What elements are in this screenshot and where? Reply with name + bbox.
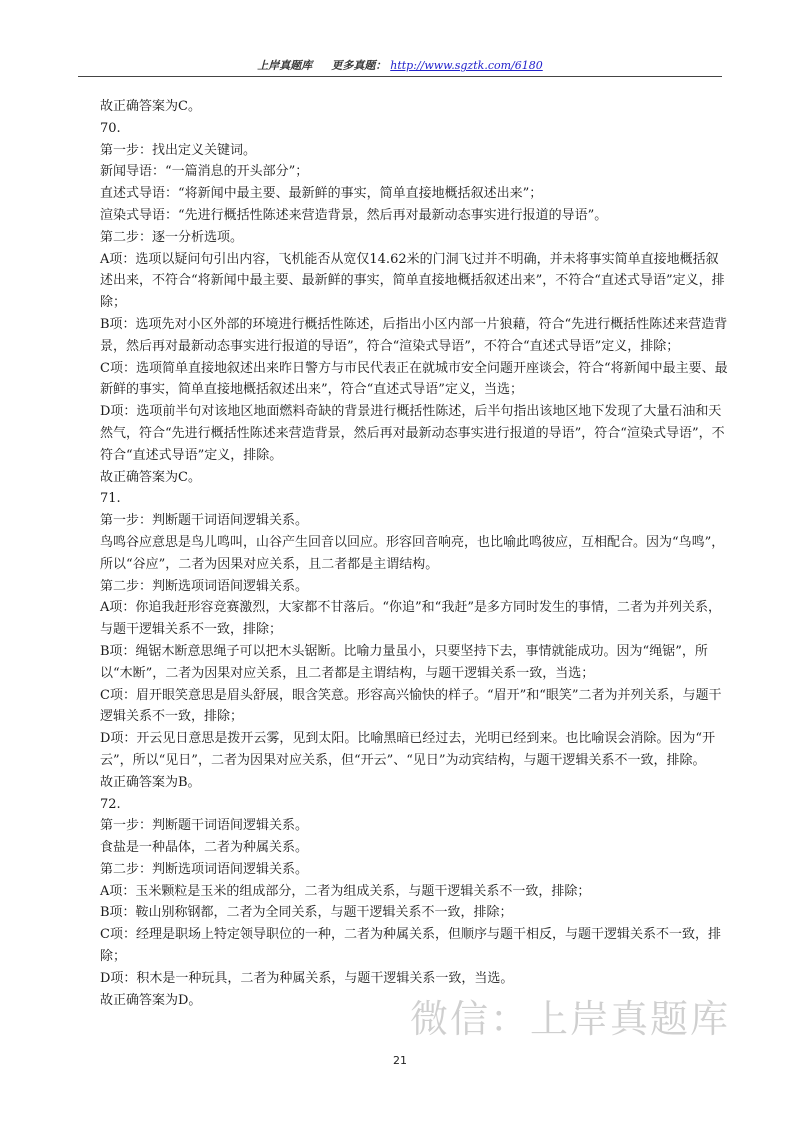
question-number: 70. bbox=[100, 120, 121, 136]
option-analysis: B项：鞍山别称钢都，二者为全同关系，与题干逻辑关系不一致，排除； bbox=[100, 905, 513, 921]
header-more-label: 更多真题： bbox=[331, 59, 387, 72]
explanation-line: 鸟鸣谷应意思是鸟儿鸣叫，山谷产生回音以回应。形容回音响亮，也比喻此鸣彼应，互相配合。因为“鸟鸣”，所以“谷应”，二者为因果对应关系，且二者都是主谓结构。 bbox=[100, 534, 725, 572]
option-analysis: B项：选项先对小区外部的环境进行概括性陈述，后指出小区内部一片狼藉，符合“先进行概括性陈述来营造背景，然后再对最新动态事实进行报道的导语”，符合“渲染式导语”，不符合“直述式导语”定义，排除； bbox=[100, 316, 728, 354]
watermark: 微信：上岸真题库 bbox=[409, 997, 730, 1041]
option-analysis: D项：选项前半句对该地区地面燃料奇缺的背景进行概括性陈述，后半句指出该地区地下发现了大量石油和天然气，符合“先进行概括性陈述来营造背景，然后再对最新动态事实进行报道的导语”，符合“渲染式导语”，不符合“直述式导语”定义，排除。 bbox=[100, 404, 725, 463]
question-number: 72. bbox=[100, 796, 121, 812]
answer-line: 故正确答案为C。 bbox=[100, 99, 201, 114]
question-number: 71. bbox=[100, 491, 121, 507]
option-analysis: A项：你追我赶形容竞赛激烈，大家都不甘落后。“你追”和“我赶”是多方同时发生的事情，二者为并列关系，与题干逻辑关系不一致，排除； bbox=[100, 600, 721, 638]
option-analysis: D项：开云见日意思是拨开云雾，见到太阳。比喻黑暗已经过去，光明已经到来。也比喻误会消除。因为“开云”，所以“见日”，二者为因果对应关系，但“开云”、“见日”为动宾结构，与题干逻辑关系不一致，排除。 bbox=[100, 731, 716, 768]
option-analysis: D项：积木是一种玩具，二者为种属关系，与题干逻辑关系一致，当选。 bbox=[100, 970, 514, 986]
definition-line: 渲染式导语：“先进行概括性陈述来营造背景，然后再对最新动态事实进行报道的导语”。 bbox=[100, 207, 608, 223]
answer-line: 故正确答案为C。 bbox=[100, 469, 201, 485]
option-analysis: C项：选项简单直接地叙述出来昨日警方与市民代表正在就城市安全问题开座谈会，符合“将新闻中最主要、最新鲜的事实，简单直接地概括叙述出来”，符合“直述式导语”定义，当选； bbox=[100, 360, 728, 398]
document-body bbox=[100, 96, 730, 1011]
header-brand: 上岸真题库 bbox=[257, 59, 313, 72]
option-analysis: A项：玉米颗粒是玉米的组成部分，二者为组成关系，与题干逻辑关系不一致，排除； bbox=[100, 883, 591, 899]
option-analysis: C项：眉开眼笑意思是眉头舒展，眼含笑意。形容高兴愉快的样子。“眉开”和“眼笑”二者为并列关系，与题干逻辑关系不一致，排除； bbox=[100, 687, 722, 725]
answer-line: 故正确答案为D。 bbox=[100, 992, 202, 1008]
definition-line: 直述式导语：“将新闻中最主要、最新鲜的事实，简单直接地概括叙述出来”； bbox=[100, 186, 543, 202]
page-number: 21 bbox=[393, 1054, 407, 1067]
option-analysis: B项：绳锯木断意思绳子可以把木头锯断。比喻力量虽小，只要坚持下去，事情就能成功。因为“绳锯”，所以“木断”，二者为因果对应关系，且二者都是主谓结构，与题干逻辑关系一致，当选； bbox=[100, 643, 708, 681]
step-line: 第一步：判断题干词语间逻辑关系。 bbox=[100, 818, 309, 834]
option-analysis: A项：选项以疑问句引出内容，飞机能否从宽仅14.62米的门洞飞过并不明确，并未将事实简单直接地概括叙述出来，不符合“将新闻中最主要、最新鲜的事实，简单直接地概括叙述出来”，不符合“直述式导语”定义，排除； bbox=[100, 251, 725, 311]
step-line: 第二步：逐一分析选项。 bbox=[100, 229, 244, 245]
answer-line: 故正确答案为B。 bbox=[100, 774, 201, 790]
definition-line: 新闻导语：“一篇消息的开头部分”； bbox=[100, 164, 309, 180]
header-url-link[interactable]: http://www.sgztk.com/6180 bbox=[390, 59, 543, 72]
page-header bbox=[78, 57, 722, 77]
step-line: 第一步：判断题干词语间逻辑关系。 bbox=[100, 513, 309, 529]
step-line: 第一步：找出定义关键词。 bbox=[100, 142, 257, 158]
step-line: 第二步：判断选项词语间逻辑关系。 bbox=[100, 861, 309, 877]
explanation-line: 食盐是一种晶体，二者为种属关系。 bbox=[100, 840, 309, 856]
step-line: 第二步：判断选项词语间逻辑关系。 bbox=[100, 578, 309, 594]
option-analysis: C项：经理是职场上特定领导职位的一种，二者为种属关系，但顺序与题干相反，与题干逻辑关系不一致，排除； bbox=[100, 927, 721, 965]
